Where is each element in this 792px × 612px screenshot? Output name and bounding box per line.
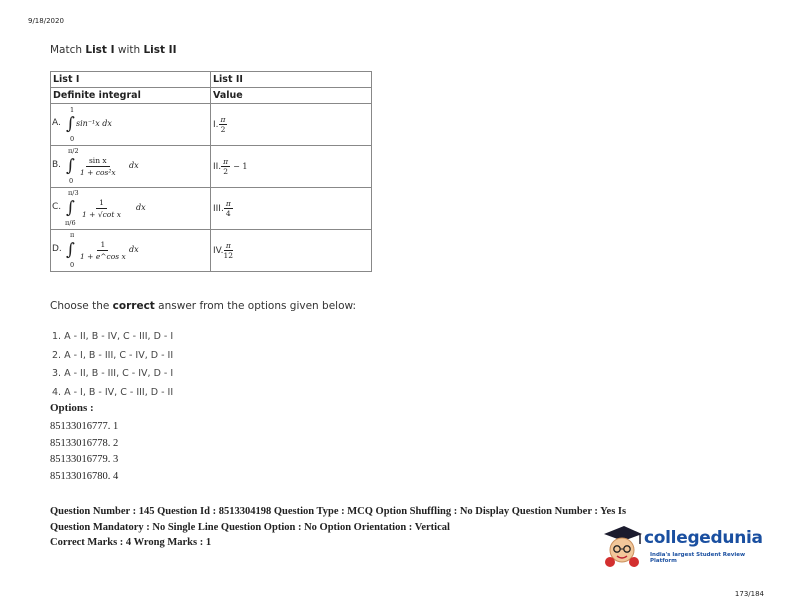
table-row [51, 104, 372, 146]
match-table [50, 71, 372, 272]
answer-option-3[interactable]: 3. A - II, B - III, C - IV, D - I [52, 368, 174, 379]
col2-header: List II [211, 72, 372, 88]
print-date: 9/18/2020 [28, 17, 64, 25]
graduate-mascot-icon [600, 522, 644, 568]
value-iii: III. $\frac{\pi}{4}$ [211, 188, 372, 230]
integral-d: D. π ∫ 0 $\frac{1}{\text{1 + e\textasciicircum{}cos x}}$ dx [51, 230, 211, 272]
table-row [51, 188, 372, 230]
metadata-line: Question Mandatory : No Single Line Question Option : No Option Orientation : Vertical [50, 521, 450, 533]
table-row [51, 230, 372, 272]
metadata-line: Correct Marks : 4 Wrong Marks : 1 [50, 537, 212, 548]
answer-option-1[interactable]: 1. A - II, B - IV, C - III, D - I [52, 331, 174, 342]
answer-list [52, 328, 173, 402]
option-id-list [50, 419, 118, 485]
logo-wordmark: collegedunia [644, 528, 763, 548]
col1-subheader: Definite integral [51, 88, 211, 104]
option-id: 85133016779. 3 [50, 454, 119, 465]
option-id: 85133016780. 4 [50, 470, 119, 482]
question-prompt: Match List I with List II [50, 44, 177, 56]
value-iv: IV. $\frac{\pi}{12}$ [211, 230, 372, 272]
col2-subheader: Value [211, 88, 372, 104]
option-id: 85133016778. 2 [50, 437, 119, 449]
page-number: 173/184 [734, 590, 764, 598]
value-i: I. $\frac{\pi}{2}$ [211, 104, 372, 146]
logo-tagline: India's largest Student Review Platform [650, 552, 746, 564]
collegedunia-logo [600, 522, 770, 568]
metadata-line: Question Number : 145 Question Id : 8513304198 Question Type : MCQ Option Shuffling : No Display Question Number : Yes Is [50, 506, 627, 517]
option-id: 85133016777. 1 [50, 421, 119, 432]
answer-option-2[interactable]: 2. A - I, B - III, C - IV, D - II [52, 349, 174, 361]
options-label: Options : [50, 402, 94, 414]
choose-instruction: Choose the correct answer from the options given below: [50, 300, 357, 312]
integral-a: A. 1 ∫ 0 sin⁻¹x dx [51, 104, 211, 146]
integral-b: B. π/2 ∫ 0 $\frac{\text{sin x}}{\text{1 + cos²x}}$ dx [51, 146, 211, 188]
answer-option-4[interactable]: 4. A - I, B - IV, C - III, D - II [52, 386, 174, 398]
integral-c: C. π/3 ∫ π/6 $\frac{1}{\text{1 + √cot x}}$ dx [51, 188, 211, 230]
value-ii: II. $\frac{\pi}{2}$ − 1 [211, 146, 372, 188]
col1-header: List I [51, 72, 211, 88]
table-row [51, 146, 372, 188]
